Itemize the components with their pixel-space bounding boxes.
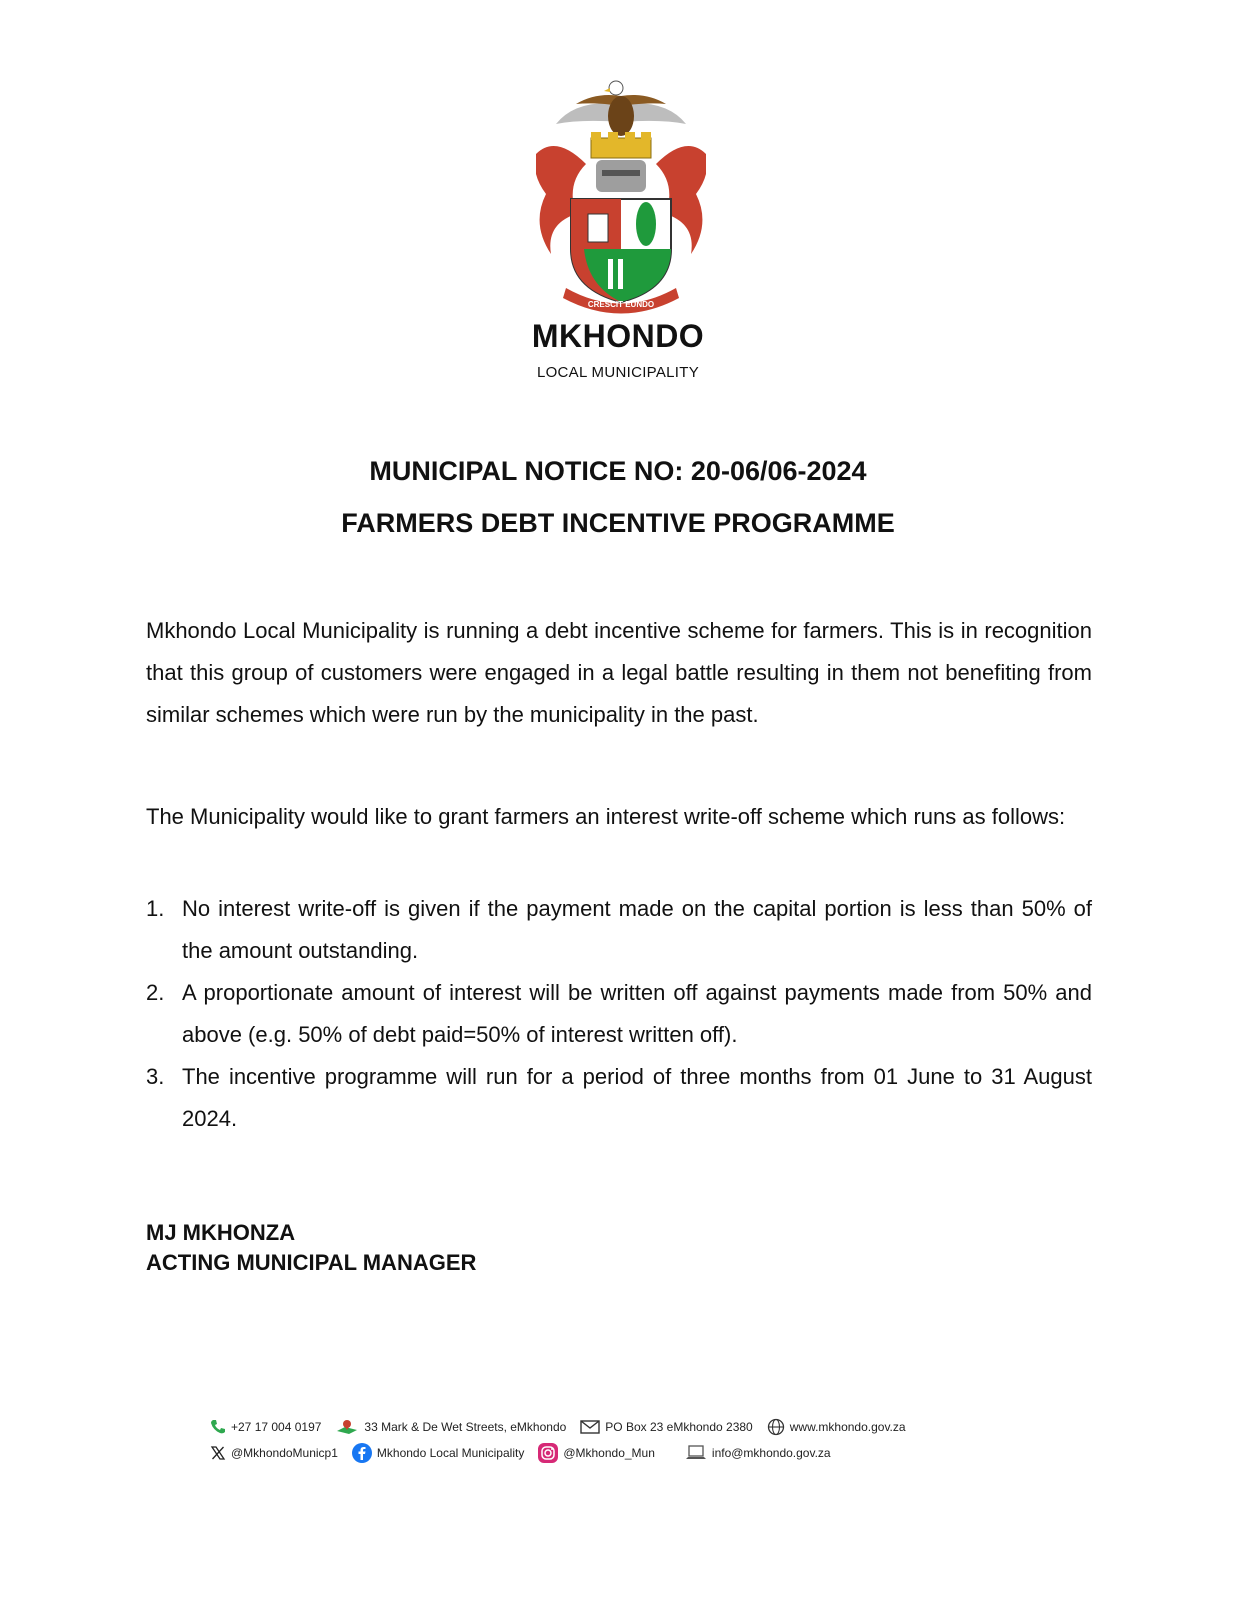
crest-motto: CRESCIT EUNDO — [587, 300, 655, 309]
phone-icon — [210, 1419, 226, 1435]
body-paragraph-1: Mkhondo Local Municipality is running a debt incentive scheme for farmers. This is in recognition that this group of customers were engaged in a legal battle resulting in them not benefiting from similar schemes which were run by the municipality in the past. — [146, 618, 1092, 727]
footer-address: 33 Mark & De Wet Streets, eMkhondo — [335, 1419, 566, 1435]
list-item — [146, 972, 1092, 1056]
globe-icon — [767, 1418, 785, 1436]
notice-number: MUNICIPAL NOTICE NO: 20-06/06-2024 — [369, 456, 867, 486]
list-item — [146, 888, 1092, 972]
footer-x-handle: @MkhondoMunicp1 — [210, 1445, 338, 1461]
facebook-icon — [352, 1443, 372, 1463]
municipal-crest-logo — [536, 74, 706, 314]
footer-phone: +27 17 004 0197 — [210, 1419, 321, 1435]
contact-footer — [210, 1414, 990, 1466]
scheme-conditions-list — [146, 888, 1092, 1140]
location-pin-icon — [335, 1419, 359, 1435]
x-logo-icon — [210, 1445, 226, 1461]
signatory-name: MJ MKHONZA — [146, 1220, 296, 1245]
footer-facebook: Mkhondo Local Municipality — [352, 1443, 524, 1463]
organization-subtitle: LOCAL MUNICIPALITY — [536, 364, 700, 381]
footer-website: www.mkhondo.gov.za — [767, 1418, 906, 1436]
body-paragraph-2: The Municipality would like to grant farmers an interest write-off scheme which runs as follows: — [146, 804, 1066, 829]
list-item-number: 1. — [146, 896, 165, 921]
list-item — [146, 1056, 1092, 1140]
footer-email: info@mkhondo.gov.za — [685, 1445, 831, 1461]
organization-name: MKHONDO — [531, 318, 705, 354]
list-item-text: A proportionate amount of interest will be written off against payments made from 50% and above (e.g. 50% of debt paid=50% of interest written off). — [182, 980, 1092, 1047]
signatory-role: ACTING MUNICIPAL MANAGER — [146, 1250, 477, 1275]
laptop-icon — [685, 1445, 707, 1461]
list-item-number: 2. — [146, 980, 165, 1005]
list-item-text: The incentive programme will run for a period of three months from 01 June to 31 August 2024. — [182, 1064, 1092, 1131]
notice-title: FARMERS DEBT INCENTIVE PROGRAMME — [341, 508, 895, 538]
envelope-icon — [580, 1420, 600, 1434]
list-item-text: No interest write-off is given if the payment made on the capital portion is less than 50% of the amount outstanding. — [182, 896, 1092, 963]
footer-po-box: PO Box 23 eMkhondo 2380 — [580, 1420, 752, 1434]
list-item-number: 3. — [146, 1064, 165, 1089]
instagram-icon — [538, 1443, 558, 1463]
signature-block — [146, 1218, 476, 1278]
footer-instagram: @Mkhondo_Mun — [538, 1443, 655, 1463]
